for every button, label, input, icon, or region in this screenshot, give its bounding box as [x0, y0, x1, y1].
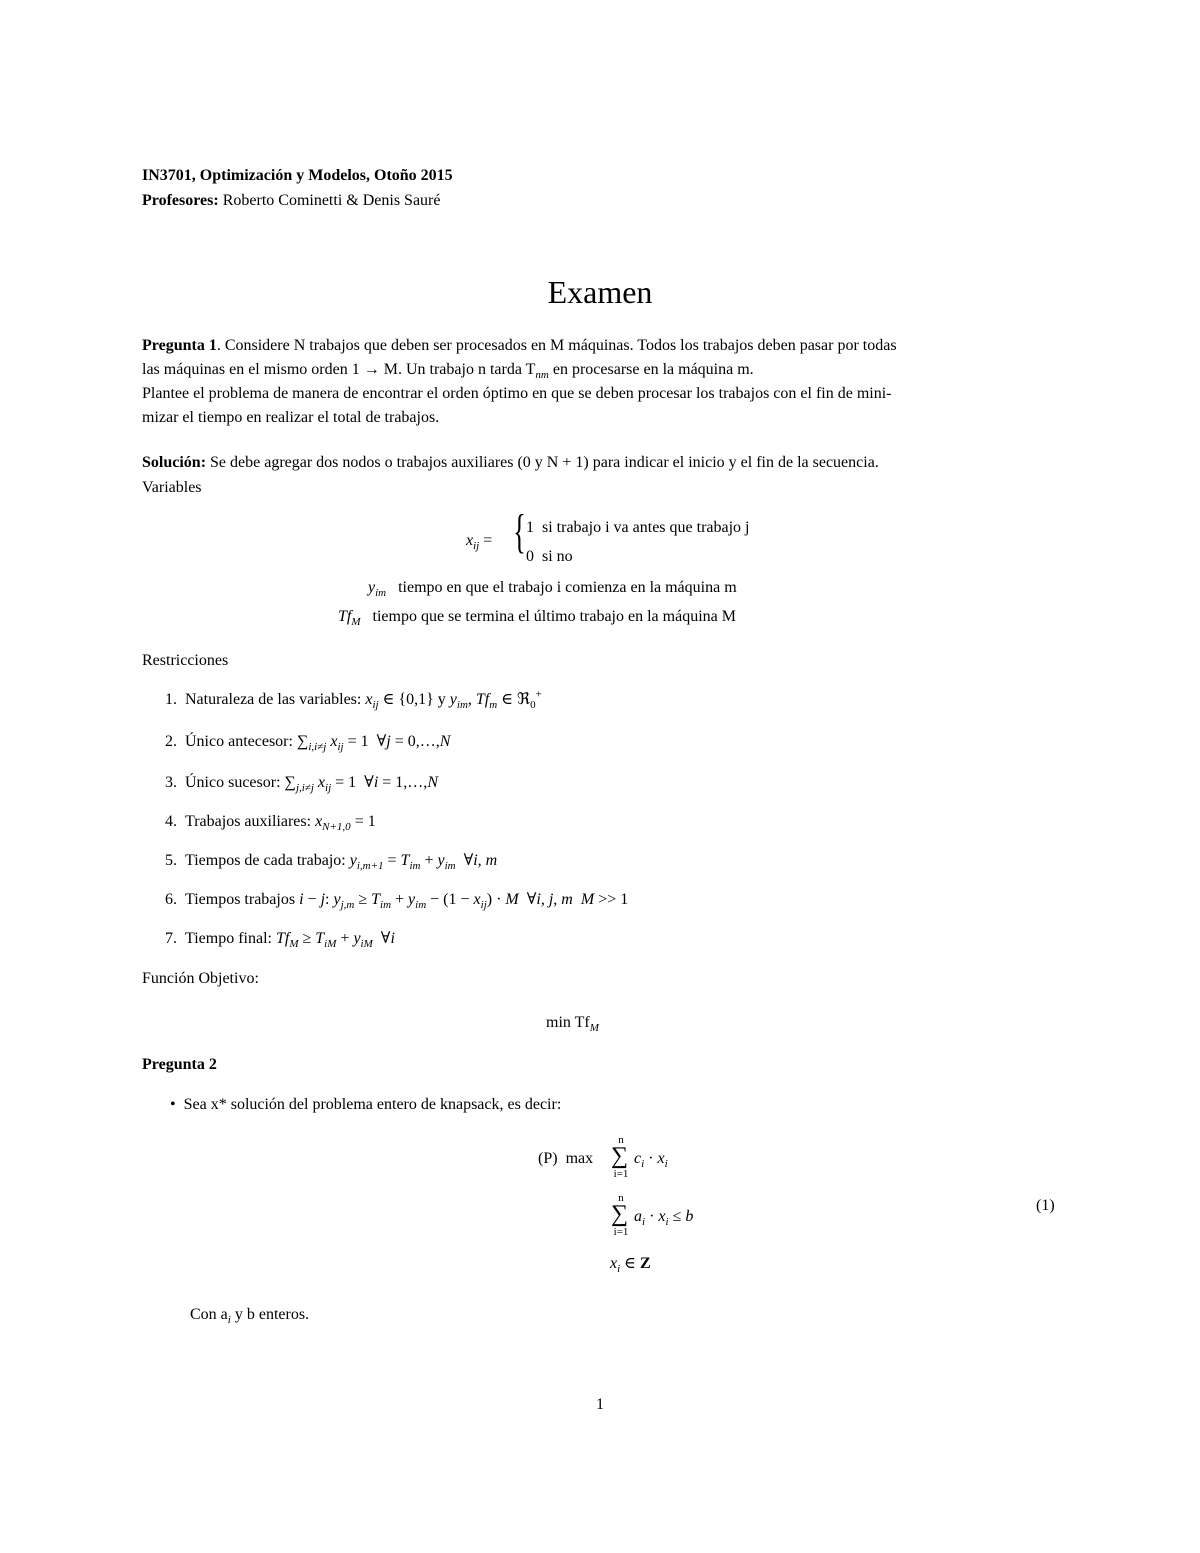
cases-brace: {	[513, 505, 526, 558]
variables-label: Variables	[142, 479, 202, 496]
tf-def	[338, 608, 736, 629]
solution-text: Se debe agregar dos nodos o trabajos auxiliares (0 y N + 1) para indicar el inicio y el fin de la secuencia.	[206, 454, 879, 471]
obj-terms: $c_i \cdot x_i$	[634, 1150, 668, 1171]
q1-line2-end: en procesarse en la máquina m.	[548, 361, 754, 378]
page-number: 1	[596, 1396, 604, 1413]
case1-text: si trabajo i va antes que trabajo j	[542, 519, 750, 536]
q1-line1	[142, 337, 1062, 355]
restriction-5-text: Tiempos de cada trabajo:	[185, 852, 350, 869]
restriction-1-num: 1.	[165, 691, 177, 708]
restriction-4-num: 4.	[165, 813, 177, 830]
q1-label: Pregunta 1	[142, 337, 217, 354]
restriction-5-num: 5.	[165, 852, 177, 869]
restriction-3-num: 3.	[165, 774, 177, 791]
objective-label: Función Objetivo:	[142, 970, 259, 987]
con-text-start: Con a	[190, 1306, 228, 1323]
x-sub: ij	[473, 540, 480, 553]
tf-def-text: tiempo que se termina el último trabajo en la máquina M	[372, 608, 736, 625]
solution-line	[142, 454, 1062, 472]
sum-1: n ∑ i=1	[611, 1134, 629, 1181]
professors-line	[142, 192, 440, 210]
objective-expression: $\min Tf_M$	[546, 1014, 599, 1035]
q1-line3: Plantee el problema de manera de encontrar el orden óptimo en que se deben procesar los trabajos con el fin de mini-	[142, 385, 892, 402]
integrality-constraint: $x_i$ ∈ Z	[610, 1255, 651, 1276]
objective-text: min Tf	[546, 1014, 590, 1031]
restriction-4: 4. Trabajos auxiliares: $x_{N+1,0} = 1$	[165, 813, 376, 834]
q2-label: Pregunta 2	[142, 1056, 217, 1073]
tf-def-sym: Tf	[338, 608, 352, 625]
restriction-6-text: Tiempos trabajos	[185, 891, 300, 908]
tf-def-sub: M	[351, 616, 361, 629]
q2-bullet-text: Sea x* solución del problema entero de knapsack, es decir:	[183, 1096, 562, 1113]
restriction-7-num: 7.	[165, 930, 177, 947]
y-def-sym: y	[368, 579, 376, 596]
restriction-2-num: 2.	[165, 733, 177, 750]
q2-bullet-item	[170, 1096, 561, 1114]
restriction-6: 6. Tiempos trabajos i − j: $y_{j,m} \ge T_{im} + y_{im} - (1 - x_{ij}) \cdot M$ ∀i, j, m M >> 1	[165, 891, 629, 912]
page-title: Examen	[547, 274, 653, 310]
x-def-lhs: $x_{ij}$ =	[466, 532, 493, 553]
constraint-terms: $a_i \cdot x_i \le b$	[634, 1208, 694, 1229]
restriction-5: 5. Tiempos de cada trabajo: $y_{i,m+1} = T_{im} + y_{im}$ ∀i, m	[165, 852, 498, 873]
con-text	[190, 1306, 310, 1327]
restrictions-label: Restricciones	[142, 652, 229, 669]
restriction-1-text: Naturaleza de las variables:	[185, 691, 366, 708]
restriction-3: 3. Único sucesor: $\sum_{j,i\ne j}$ $x_{ij} = 1$ ∀i = 1,…,N	[165, 774, 438, 795]
solution-label: Solución:	[142, 454, 207, 471]
restriction-7-text: Tiempo final:	[185, 930, 276, 947]
bullet-icon: •	[170, 1096, 176, 1113]
y-def	[368, 579, 737, 600]
case-1	[526, 519, 749, 537]
con-text-sub: i	[227, 1314, 231, 1327]
y-def-sub: im	[375, 587, 387, 600]
restriction-2-text: Único antecesor:	[185, 733, 297, 750]
q1-line2	[142, 361, 1062, 382]
con-text-end: y b enteros.	[230, 1306, 310, 1323]
equation-number: (1)	[1036, 1197, 1055, 1214]
restriction-2: 2. Único antecesor: $\sum_{i,i\ne j}$ $x_{ij} = 1$ ∀j = 0,…,N	[165, 733, 451, 754]
q1-line2-sub: nm	[535, 369, 549, 382]
restriction-6-num: 6.	[165, 891, 177, 908]
restriction-1: 1. Naturaleza de las variables: $x_{ij}$ ∈ {0,1} y $y_{im}$, $Tf_m$ ∈ ℜ$_0$+	[165, 688, 542, 712]
q1-line4: mizar el tiempo en realizar el total de trabajos.	[142, 409, 440, 426]
problem-label: (P)	[538, 1150, 558, 1167]
restriction-7: 7. Tiempo final: $Tf_M \ge T_{iM} + y_{iM}$ ∀i	[165, 930, 395, 951]
case0-val: 0	[526, 548, 534, 565]
course-header: IN3701, Optimización y Modelos, Otoño 2015	[142, 167, 453, 184]
q1-line1-text: . Considere N trabajos que deben ser procesados en M máquinas. Todos los trabajos deben pasar por todas	[216, 337, 897, 354]
knapsack-obj: (P) max	[538, 1150, 594, 1167]
professors-names: Roberto Cominetti & Denis Sauré	[222, 192, 441, 209]
case0-text: si no	[542, 548, 573, 565]
x-sym: x	[466, 532, 474, 549]
case-0	[526, 548, 573, 566]
q1-line2-text: las máquinas en el mismo orden 1 → M. Un trabajo n tarda T	[142, 361, 536, 378]
restriction-4-text: Trabajos auxiliares:	[185, 813, 316, 830]
case1-val: 1	[526, 519, 534, 536]
y-def-text: tiempo en que el trabajo i comienza en la máquina m	[398, 579, 737, 596]
restriction-3-text: Único sucesor:	[185, 774, 285, 791]
professors-label: Profesores:	[142, 192, 219, 209]
sum-2: n ∑ i=1	[611, 1192, 629, 1239]
